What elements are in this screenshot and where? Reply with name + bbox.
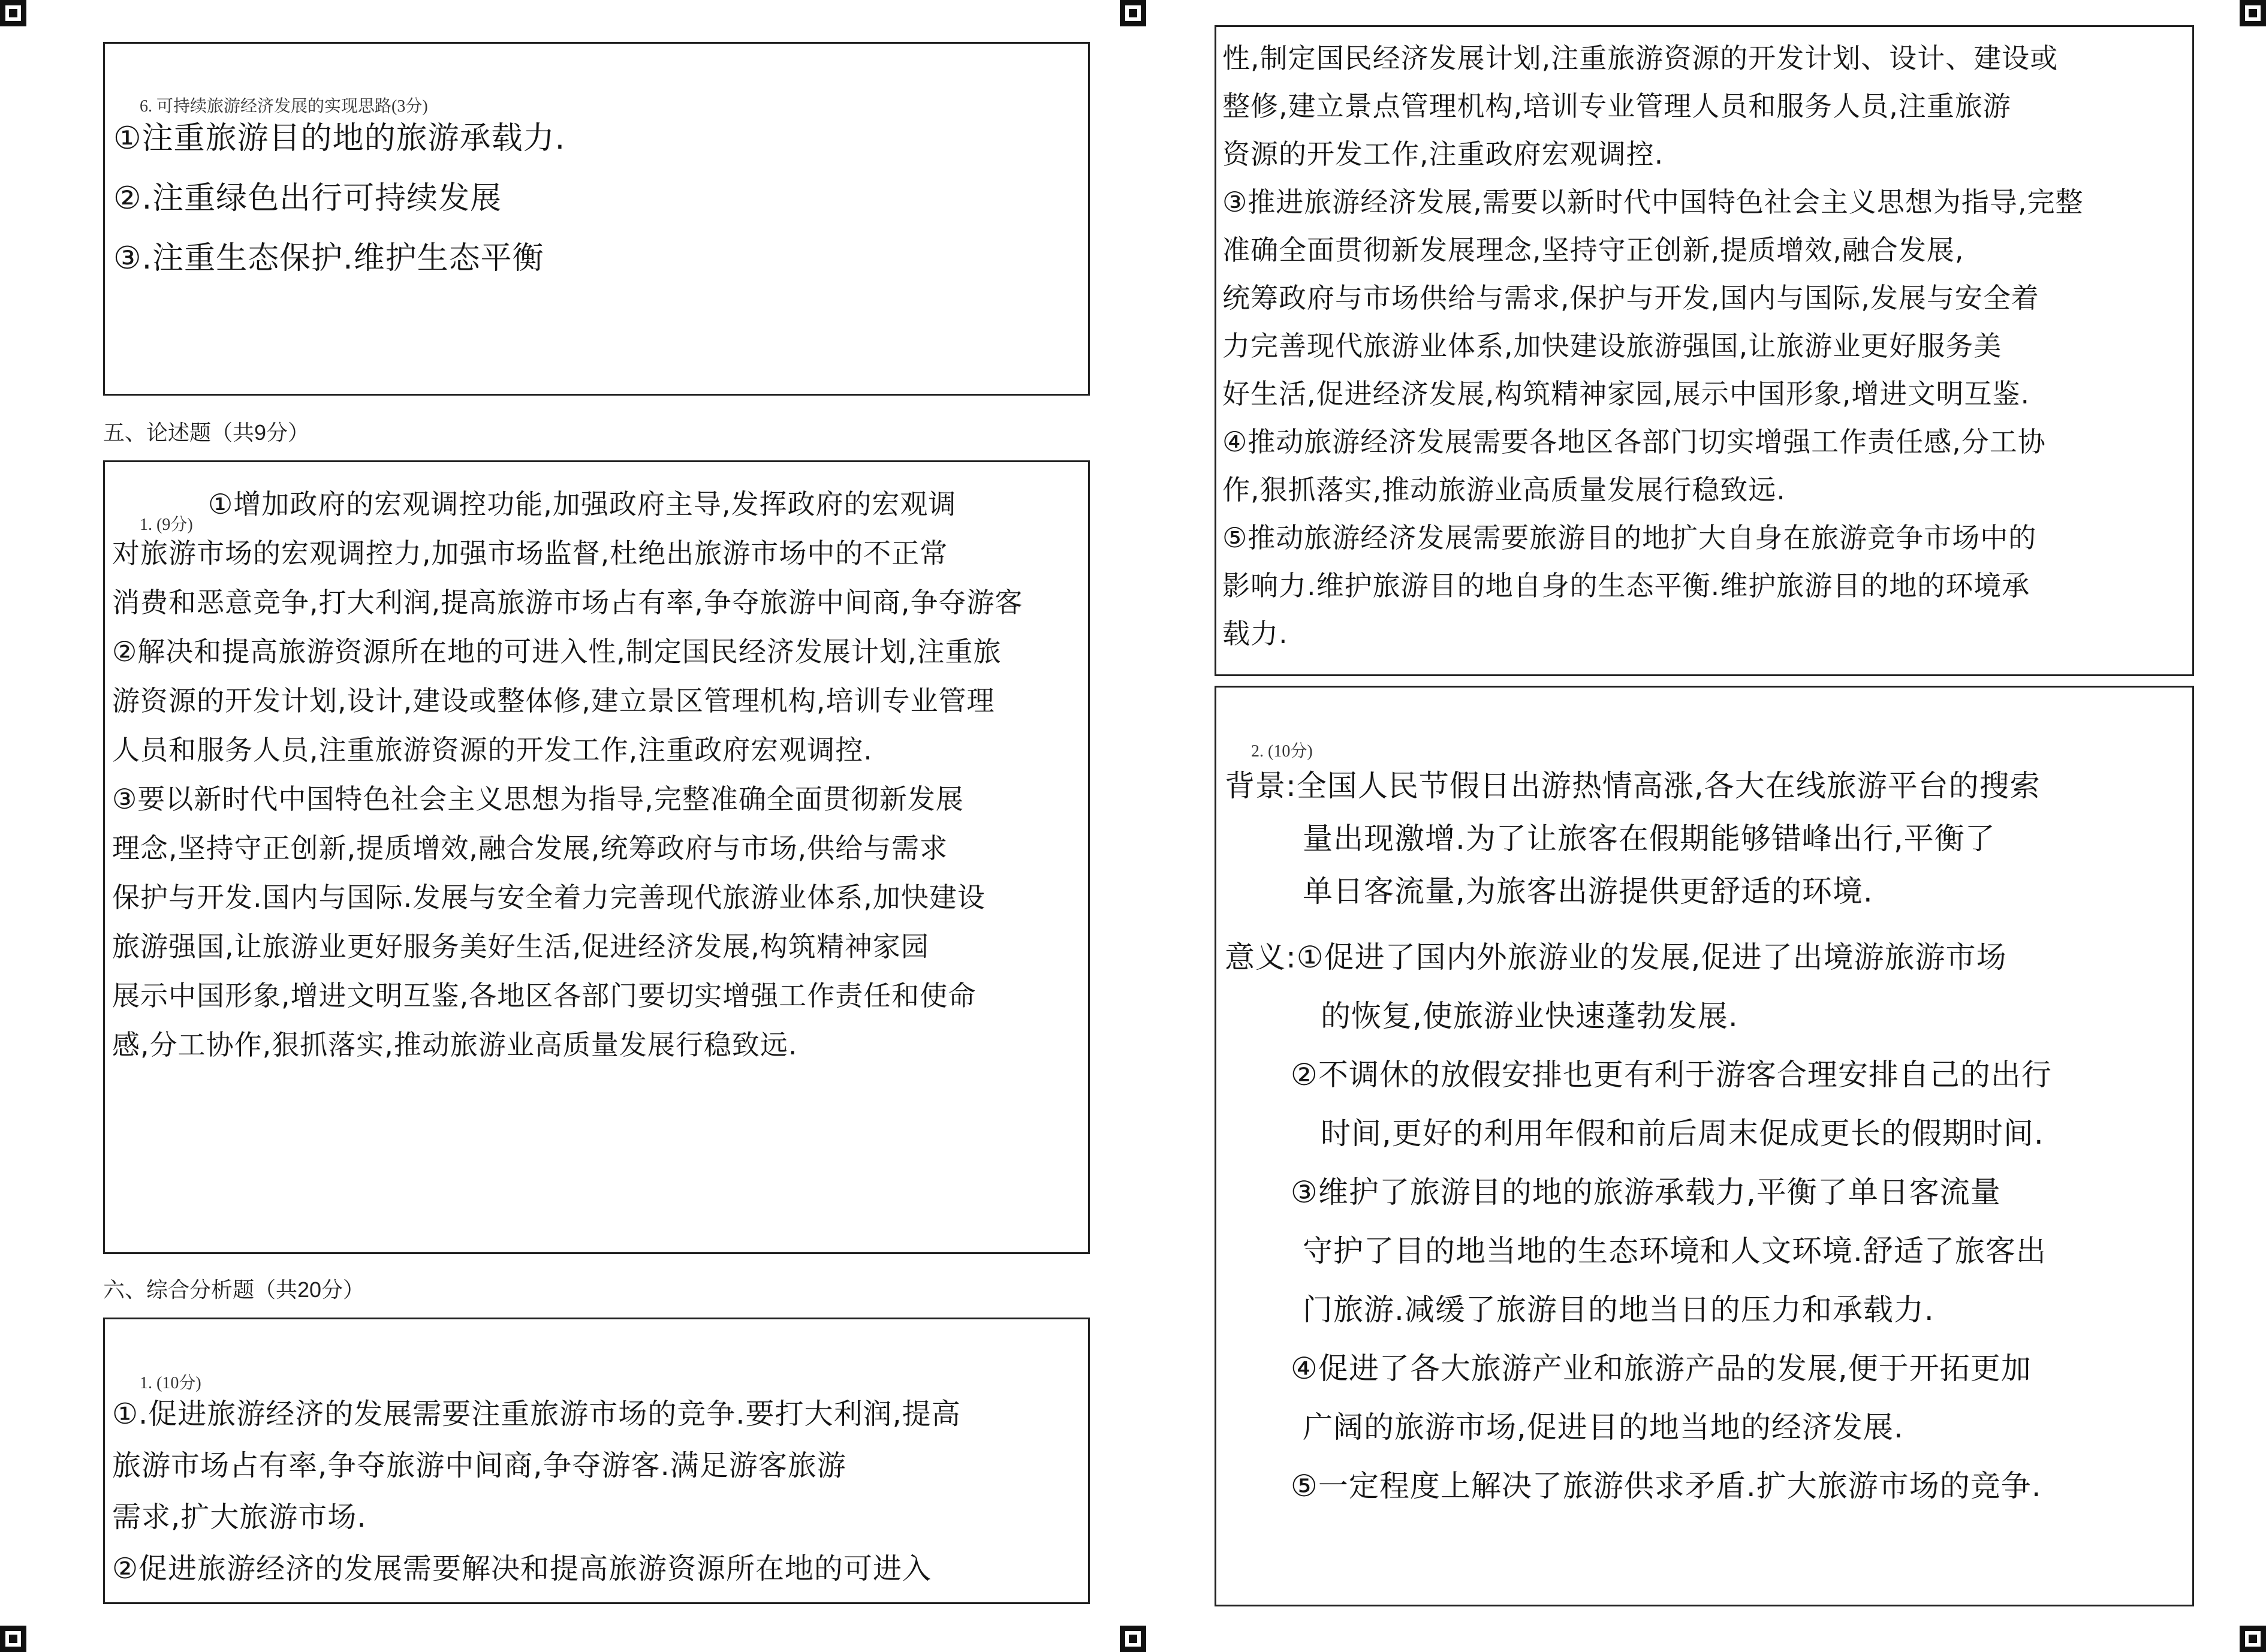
answer-line: 消费和恶意竞争,打大利润,提高旅游市场占有率,争夺旅游中间商,争夺游客: [112, 586, 1023, 619]
answer-line: 好生活,促进经济发展,构筑精神家园,展示中国形象,增进文明互鉴.: [1222, 378, 2030, 410]
answer-line: ⑤推动旅游经济发展需要旅游目的地扩大自身在旅游竞争市场中的: [1222, 521, 2037, 554]
answer-line: 力完善现代旅游业体系,加快建设旅游强国,让旅游业更好服务美: [1222, 330, 2002, 362]
question-label-analysis2: 2. (10分): [1251, 742, 1313, 761]
answer-line: 整修,建立景点管理机构,培训专业管理人员和服务人员,注重旅游: [1222, 90, 2011, 122]
alignment-marker-top-left: [0, 0, 26, 26]
answer-line: 单日客流量,为旅客出游提供更舒适的环境.: [1303, 874, 1873, 909]
answer-line: 资源的开发工作,注重政府宏观调控.: [1222, 138, 1664, 170]
answer-text-q6: [113, 116, 565, 296]
answer-line: 量出现激增.为了让旅客在假期能够错峰出行,平衡了: [1303, 821, 1996, 856]
answer-line: ④推动旅游经济发展需要各地区各部门切实增强工作责任感,分工协: [1222, 426, 2046, 458]
answer-box-q6: [103, 42, 1090, 396]
answer-line: 展示中国形象,增进文明互鉴,各地区各部门要切实增强工作责任和使命: [112, 979, 977, 1012]
answer-line: 人员和服务人员,注重旅游资源的开发工作,注重政府宏观调控.: [112, 734, 873, 766]
alignment-marker-bottom-center: [1120, 1626, 1146, 1652]
answer-line: ①增加政府的宏观调控功能,加强政府主导,发挥政府的宏观调: [208, 488, 957, 520]
answer-line: ⑤一定程度上解决了旅游供求矛盾.扩大旅游市场的竞争.: [1291, 1469, 2042, 1503]
answer-line: 作,狠抓落实,推动旅游业高质量发展行稳致远.: [1222, 474, 1786, 506]
answer-line: ②不调休的放假安排也更有利于游客合理安排自己的出行: [1291, 1057, 2052, 1092]
answer-line: ①.促进旅游经济的发展需要注重旅游市场的竞争.要打大利润,提高: [112, 1397, 961, 1431]
section-title-analysis: 六、综合分析题（共20分）: [103, 1277, 365, 1302]
answer-line: 守护了目的地当地的生态环境和人文环境.舒适了旅客出: [1303, 1234, 2047, 1268]
answer-line: ②解决和提高旅游资源所在地的可进入性,制定国民经济发展计划,注重旅: [112, 635, 1002, 668]
alignment-marker-bottom-left: [0, 1626, 26, 1652]
answer-line: ②.注重绿色出行可持续发展: [113, 180, 502, 216]
answer-line: ①注重旅游目的地的旅游承载力.: [113, 120, 566, 156]
answer-line: ③要以新时代中国特色社会主义思想为指导,完整准确全面贯彻新发展: [112, 783, 964, 815]
answer-line: ③维护了旅游目的地的旅游承载力,平衡了单日客流量: [1291, 1175, 2001, 1210]
answer-line: 旅游强国,让旅游业更好服务美好生活,促进经济发展,构筑精神家园: [112, 930, 929, 963]
answer-line: 载力.: [1222, 617, 1288, 650]
answer-text-background: [1225, 763, 2041, 921]
answer-text-essay1: [112, 481, 1023, 1071]
answer-text-analysis1: [112, 1391, 961, 1597]
answer-line: 准确全面贯彻新发展理念,坚持守正创新,提质增效,融合发展,: [1222, 234, 1964, 266]
answer-text-analysis1-continued: [1222, 35, 2083, 659]
answer-line: 保护与开发.国内与国际.发展与安全着力完善现代旅游业体系,加快建设: [112, 881, 986, 914]
alignment-marker-bottom-right: [2240, 1626, 2266, 1652]
answer-line: 影响力.维护旅游目的地自身的生态平衡.维护旅游目的地的环境承: [1222, 569, 2030, 602]
answer-line: 感,分工协作,狠抓落实,推动旅游业高质量发展行稳致远.: [112, 1029, 798, 1061]
answer-line: 旅游市场占有率,争夺旅游中间商,争夺游客.满足游客旅游: [112, 1449, 846, 1482]
answer-line: ③.注重生态保护.维护生态平衡: [113, 240, 544, 276]
section-title-essay: 五、论述题（共9分）: [103, 420, 310, 445]
answer-line: 游资源的开发计划,设计,建设或整体修,建立景区管理机构,培训专业管理: [112, 685, 995, 717]
answer-line: 统筹政府与市场供给与需求,保护与开发,国内与国际,发展与安全着: [1222, 282, 2039, 314]
answer-line: 时间,更好的利用年假和前后周末促成更长的假期时间.: [1321, 1116, 2044, 1151]
answer-box-analysis1-continued: [1215, 25, 2194, 676]
answer-line: 性,制定国民经济发展计划,注重旅游资源的开发计划、设计、建设或: [1222, 42, 2059, 74]
answer-line: 广阔的旅游市场,促进目的地当地的经济发展.: [1303, 1410, 1904, 1445]
answer-line: ②促进旅游经济的发展需要解决和提高旅游资源所在地的可进入: [112, 1552, 932, 1585]
answer-line: ④促进了各大旅游产业和旅游产品的发展,便于开拓更加: [1291, 1351, 2032, 1386]
answer-text-meaning: [1225, 934, 2052, 1522]
answer-line: 理念,坚持守正创新,提质增效,融合发展,统筹政府与市场,供给与需求: [112, 832, 948, 864]
answer-box-analysis2: [1215, 686, 2194, 1606]
answer-line: 门旅游.减缓了旅游目的地当日的压力和承载力.: [1303, 1292, 1934, 1327]
answer-line: 需求,扩大旅游市场.: [112, 1500, 367, 1534]
answer-line: ③推进旅游经济发展,需要以新时代中国特色社会主义思想为指导,完整: [1222, 186, 2084, 218]
question-label-essay1: 1. (9分): [140, 516, 193, 534]
answer-line: 对旅游市场的宏观调控力,加强市场监督,杜绝出旅游市场中的不正常: [112, 537, 948, 569]
question-label-q6: 6. 可持续旅游经济发展的实现思路(3分): [140, 97, 428, 116]
answer-box-analysis1: [103, 1318, 1090, 1604]
answer-line: 的恢复,使旅游业快速蓬勃发展.: [1321, 999, 1738, 1033]
alignment-marker-top-center: [1120, 0, 1146, 26]
answer-line: 背景:全国人民节假日出游热情高涨,各大在线旅游平台的搜索: [1225, 768, 2041, 803]
answer-box-essay1: [103, 460, 1090, 1254]
alignment-marker-top-right: [2240, 0, 2266, 26]
question-label-analysis1: 1. (10分): [140, 1374, 201, 1392]
answer-line: 意义:①促进了国内外旅游业的发展,促进了出境游旅游市场: [1225, 940, 2007, 975]
